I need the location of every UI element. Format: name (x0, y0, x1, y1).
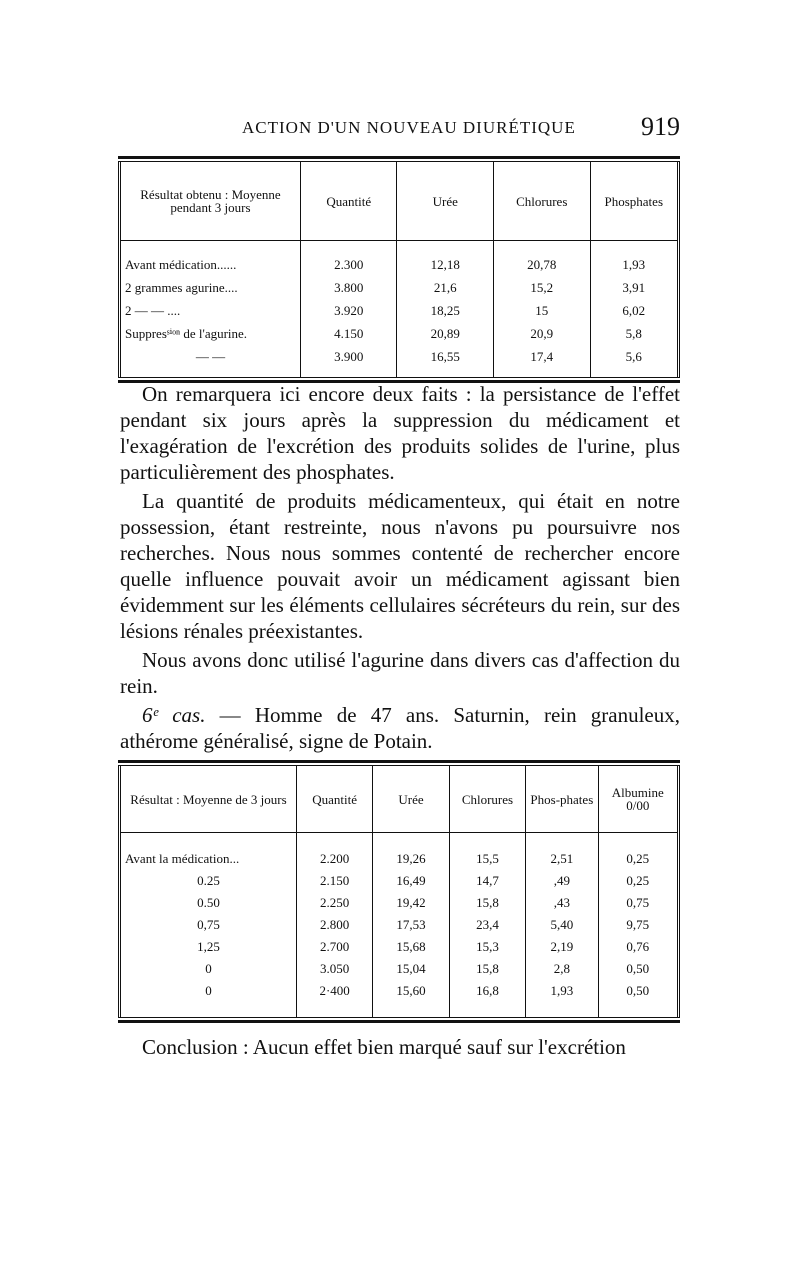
cell-uree: 18,25 (397, 299, 494, 322)
cell-quantite: 2.250 (296, 891, 372, 913)
row-label: 0.50 (197, 894, 220, 910)
column-header: Quantité (300, 162, 397, 241)
running-head (120, 112, 680, 146)
cell-chlorures: 15,8 (449, 957, 525, 979)
cell-phosphates: ,43 (526, 891, 598, 913)
table-row (120, 913, 679, 935)
row-label: Avant la médication... (125, 850, 240, 866)
cell-phosphates: 5,8 (590, 322, 678, 345)
page-number: 919 (641, 112, 680, 141)
cell-chlorures: 23,4 (449, 913, 525, 935)
cell-uree: 15,60 (373, 979, 449, 1001)
cell-uree: 20,89 (397, 322, 494, 345)
cell-phosphates: 2,51 (526, 847, 598, 869)
cell-phosphates: 6,02 (590, 299, 678, 322)
column-header: Phos-phates (526, 766, 598, 833)
cell-phosphates: 5,40 (526, 913, 598, 935)
results-table-2 (118, 760, 680, 1023)
cell-chlorures: 15,8 (449, 891, 525, 913)
cell-quantite: 3.050 (296, 957, 372, 979)
table-row (120, 299, 679, 322)
cell-uree: 16,55 (397, 345, 494, 368)
cell-chlorures: 15,5 (449, 847, 525, 869)
case-paragraph (120, 702, 680, 754)
row-label: 0 (205, 982, 212, 998)
column-header: Chlorures (449, 766, 525, 833)
running-title: ACTION D'UN NOUVEAU DIURÉTIQUE (242, 118, 576, 137)
table-row (120, 322, 679, 345)
row-label: — — (195, 349, 226, 364)
cell-uree: 19,42 (373, 891, 449, 913)
cell-quantite: 2.800 (296, 913, 372, 935)
cell-uree: 21,6 (397, 276, 494, 299)
cell-quantite: 2.300 (300, 253, 397, 276)
cell-phosphates: 1,93 (526, 979, 598, 1001)
table-header-row (120, 162, 679, 241)
table-header-row (120, 766, 679, 833)
column-header: Quantité (296, 766, 372, 833)
row-label: Avant médication...... (125, 257, 237, 272)
row-label: 0.25 (197, 872, 220, 888)
table-bottom-rule (118, 1017, 680, 1023)
cell-uree: 19,26 (373, 847, 449, 869)
table-row (120, 276, 679, 299)
cell-uree: 12,18 (397, 253, 494, 276)
cell-chlorures: 17,4 (494, 345, 591, 368)
cell-albumine: 0,50 (598, 957, 678, 979)
cell-quantite: 2.150 (296, 869, 372, 891)
column-header: Albumine 0/00 (598, 766, 678, 833)
column-header: Urée (397, 162, 494, 241)
body-text (120, 381, 680, 754)
cell-uree: 15,04 (373, 957, 449, 979)
cell-quantite: 2·400 (296, 979, 372, 1001)
cell-quantite: 3.920 (300, 299, 397, 322)
row-label: 0,75 (197, 916, 220, 932)
cell-quantite: 3.800 (300, 276, 397, 299)
row-label: 1,25 (197, 938, 220, 954)
paragraph: La quantité de produits médicamenteux, qui était en notre possession, étant restreinte, nous n'avons pu poursuivre nos recherches. Nous nous sommes contenté de rechercher encore quelle influence pouvait avoir un médicament agissant bien évidemment sur les éléments cellulaires sécréteurs du rein, sur des lésions rénales préexistantes. (120, 489, 680, 643)
results-table-1 (118, 156, 680, 383)
cell-albumine: 0,75 (598, 891, 678, 913)
table-row (120, 935, 679, 957)
cell-chlorures: 14,7 (449, 869, 525, 891)
table-row (120, 891, 679, 913)
column-header: Résultat obtenu : Moyenne pendant 3 jours (120, 162, 301, 241)
cell-chlorures: 15,2 (494, 276, 591, 299)
case-text: — Homme de 47 ans. Saturnin, rein granuleux, athérome généralisé, signe de Potain. (120, 703, 681, 753)
column-header: Urée (373, 766, 449, 833)
cell-quantite: 2.700 (296, 935, 372, 957)
paragraph: Nous avons donc utilisé l'agurine dans divers cas d'affection du rein. (120, 648, 680, 698)
cell-phosphates: 3,91 (590, 276, 678, 299)
cell-chlorures: 20,78 (494, 253, 591, 276)
cell-uree: 16,49 (373, 869, 449, 891)
column-header: Résultat : Moyenne de 3 jours (120, 766, 297, 833)
cell-albumine: 0,25 (598, 847, 678, 869)
cell-phosphates: 5,6 (590, 345, 678, 368)
cell-chlorures: 20,9 (494, 322, 591, 345)
cell-chlorures: 16,8 (449, 979, 525, 1001)
cell-albumine: 0,76 (598, 935, 678, 957)
cell-uree: 15,68 (373, 935, 449, 957)
table-row (120, 869, 679, 891)
row-label: 0 (205, 960, 212, 976)
cell-chlorures: 15 (494, 299, 591, 322)
table-row (120, 253, 679, 276)
cell-phosphates: 2,8 (526, 957, 598, 979)
table-row (120, 979, 679, 1001)
cell-phosphates: 1,93 (590, 253, 678, 276)
cell-phosphates: 2,19 (526, 935, 598, 957)
paragraph: On remarquera ici encore deux faits : la persistance de l'effet pendant six jours après la suppression du médicament et l'exagération de l'excrétion des produits solides de l'urine, plus particulièrement des phosphates. (120, 382, 680, 484)
cell-quantite: 4.150 (300, 322, 397, 345)
cell-albumine: 9,75 (598, 913, 678, 935)
cell-quantite: 3.900 (300, 345, 397, 368)
cell-albumine: 0,25 (598, 869, 678, 891)
row-label: 2 grammes agurine.... (125, 280, 238, 295)
column-header: Phosphates (590, 162, 678, 241)
cell-chlorures: 15,3 (449, 935, 525, 957)
row-label: Suppresˢⁱᵒⁿ de l'agurine. (125, 326, 248, 341)
table-row (120, 847, 679, 869)
table-row (120, 345, 679, 368)
cell-albumine: 0,50 (598, 979, 678, 1001)
case-label: 6ᵉ cas. (142, 703, 206, 727)
cell-phosphates: ,49 (526, 869, 598, 891)
conclusion-line: Conclusion : Aucun effet bien marqué sauf sur l'excrétion (142, 1035, 626, 1059)
column-header: Chlorures (494, 162, 591, 241)
table-row (120, 957, 679, 979)
cell-uree: 17,53 (373, 913, 449, 935)
row-label: 2 — — .... (125, 303, 181, 318)
cell-quantite: 2.200 (296, 847, 372, 869)
